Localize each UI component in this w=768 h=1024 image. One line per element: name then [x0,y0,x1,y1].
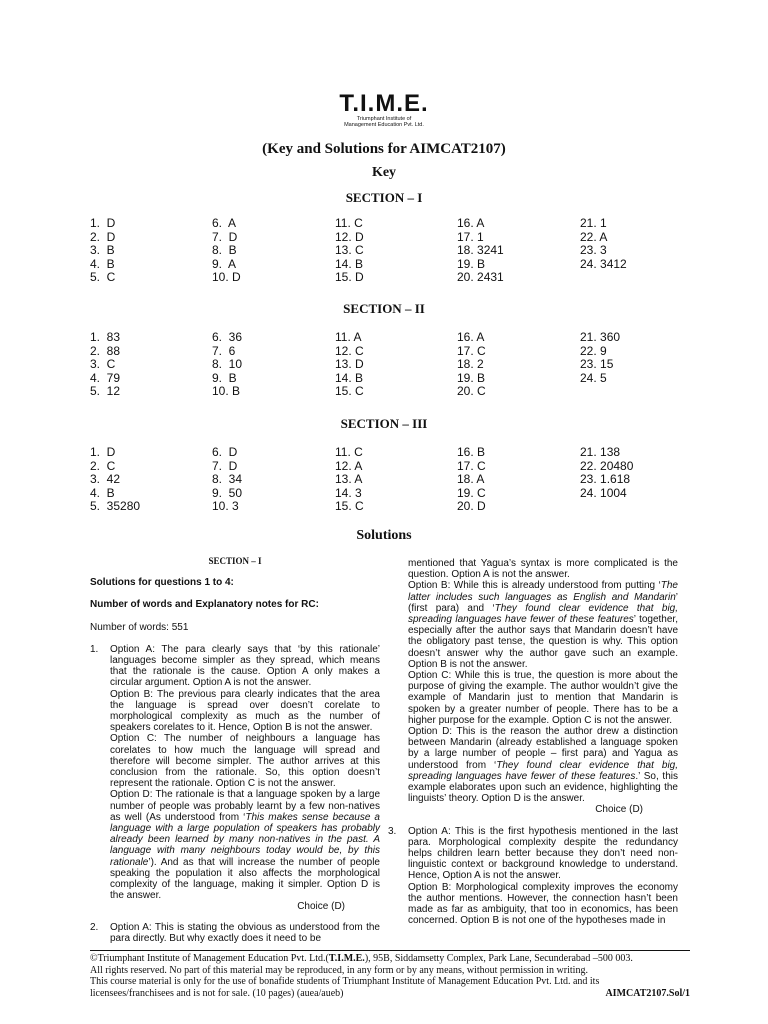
key-answer: 13. D [335,357,364,371]
key-answer: 23. 3 [580,243,607,257]
key-answer: 22. A [580,229,608,244]
q3-option-b: Option B: Morphological complexity improves the economy the author mentions. However, the connection hasn’t been made as far as ambiguity, that too in economics, has been concerned. Option B is not one of the hypotheses made in [408,881,678,927]
left-column [90,556,380,944]
question-number: 2. [90,921,99,933]
page-footer [90,950,690,999]
key-answer: 24. 3412 [580,256,627,271]
footer-rights: All rights reserved. No part of this material may be reproduced, in any form or by any means, without permission in writing. [90,964,588,976]
key-answer: 7. D [212,458,238,473]
solutions-q1-4-title: Solutions for questions 1 to 4: [90,577,234,589]
key-answer: 6. A [212,216,237,230]
key-answer: 5. 12 [90,384,121,398]
q1-choice: Choice (D) [297,901,345,913]
q2-option-c: Option C: While this is true, the question is more about the purpose of giving the example. The author wouldn’t give the example of Mandarin just to mention that Mandarin is spoken by a greater number of people. There has to be a higher purpose for the example. Option C is not the answer. [408,670,678,726]
key-answer: 18. 3241 [457,243,504,257]
key-answer: 16. B [457,445,486,459]
key-answer: 8. 10 [212,357,243,371]
footer-rule [90,950,690,951]
key-answer: 8. B [212,243,237,257]
key-answer: 3. B [90,243,115,257]
key-answer: 2. 88 [90,343,121,358]
key-answer: 15. D [335,270,364,284]
q2-option-a: Option A: This is stating the obvious as understood from the para directly. But why exactly does it need to be [110,921,380,944]
key-answer: 15. C [335,384,364,398]
key-heading: Key [371,165,397,180]
key-answer: 7. 6 [212,343,236,358]
q3-option-a: Option A: This is the first hypothesis mentioned in the last para. Morphological complexity despite the redundancy helps children learn better because they don’t need non-linguistic context or background knowledge to understand. Hence, Option A is not the answer. [408,825,678,882]
footer-licensees: licensees/franchisees and is not for sale. (10 pages) (auea/aueb) [90,987,344,999]
key-answer: 4. 79 [90,370,121,385]
key-answer: 2. D [90,229,116,244]
section-3-heading: SECTION – III [340,416,428,431]
key-answer: 17. C [457,343,486,358]
question-number: 1. [90,643,99,655]
section-2-key-grid [90,331,690,401]
key-answer: 20. D [457,499,486,513]
q1-option-d: Option D: The rationale is that a language spoken by a large number of people was probably learnt by a few non-natives as well (As understood from ‘This makes sense because a language with a large population of speakers has probably already been learned by many non-natives in the past. A language with many neighbours today would be, by this rationale’). And as that will increase the number of people speaking the population it also affects the morphological complexity of the language, making it simpler. Option D is the answer. [110,789,380,902]
logo-subtitle-1: Triumphant Institute of [356,116,412,122]
key-answer: 14. B [335,256,364,271]
key-answer: 10. B [212,384,241,398]
footer-licensees-line [90,988,690,1000]
key-answer: 12. A [335,458,363,473]
key-answer: 20. 2431 [457,270,504,284]
rc-notes-title: Number of words and Explanatory notes for RC: [90,599,319,611]
key-answer: 9. 50 [212,485,243,500]
q1-option-c: Option C: The number of neighbours a language has corelates to how much the language will spread and therefore will become simpler. The author arrives at this conclusion from the rationale. So, this option doesn’t represent the rationale. Option C is not the answer. [110,733,380,790]
key-answer: 10. 3 [212,499,239,513]
q2-choice: Choice (D) [595,804,643,816]
key-answer: 6. D [212,445,238,459]
key-answer: 20. C [457,384,486,398]
question-3-solution [388,826,678,927]
key-answer: 4. B [90,485,115,500]
key-answer: 22. 9 [580,343,607,358]
key-answer: 12. C [335,343,364,358]
logo-mark: T.I.M.E. [339,90,429,117]
key-answer: 9. B [212,370,237,385]
question-2-solution [90,922,380,944]
word-count: Number of words: 551 [90,621,189,633]
key-answer: 18. A [457,472,485,486]
solutions-heading: Solutions [356,528,412,543]
footer-usage: This course material is only for the use of bonafide students of Triumphant Institute of Management Education Pvt. Ltd. and its [90,976,600,988]
question-number: 3. [388,825,397,837]
key-answer: 24. 5 [580,370,607,385]
q1-option-b: Option B: The previous para clearly indicates that the area the language is spread over doesn’t corelate to morphological complexity as much as the number of speakers corelates to it. Hence, Option B is not the answer. [110,688,380,734]
key-answer: 22. 20480 [580,458,634,473]
key-answer: 6. 36 [212,330,243,344]
key-answer: 14. B [335,370,364,385]
q1-option-a: Option A: The para clearly says that ‘by this rationale’ languages become simpler as they spread, which means that the rationale is the cause. Option A only makes a circular argument. Option A is not the answer. [110,643,380,689]
key-answer: 21. 138 [580,445,621,459]
key-answer: 21. 1 [580,216,607,230]
key-answer: 19. B [457,370,486,385]
left-section-heading: SECTION – I [208,556,262,566]
key-answer: 14. 3 [335,485,362,500]
right-column [388,558,678,927]
section-3-key-grid [90,446,690,516]
key-answer: 12. D [335,229,364,244]
key-answer: 23. 15 [580,357,614,371]
key-answer: 3. C [90,357,116,371]
key-answer: 21. 360 [580,330,621,344]
key-answer: 8. 34 [212,472,243,486]
key-answer: 15. C [335,499,364,513]
key-answer: 24. 1004 [580,485,627,500]
key-answer: 11. C [335,445,363,459]
time-logo [0,92,768,128]
key-answer: 10. D [212,270,241,284]
question-2-continued [388,558,678,816]
key-answer: 23. 1.618 [580,472,631,486]
question-1-solution [90,644,380,913]
key-answer: 16. A [457,216,485,230]
logo-subtitle-2: Management Education Pvt. Ltd. [344,122,424,128]
key-answer: 5. 35280 [90,499,141,513]
key-answer: 5. C [90,270,116,284]
key-answer: 9. A [212,256,237,271]
key-answer: 1. D [90,445,116,459]
q2-option-d: Option D: This is the reason the author drew a distinction between Mandarin (already established a language spoken by a large number of people – first para) and Yagua as understood from ‘They found clear evidence that big, spreading languages have fewer of these features.’ So, this example elaborates upon such an evidence, highlighting the linguists’ theory. Option D is the answer. [408,726,679,805]
key-answer: 19. C [457,485,486,500]
q2-option-a-continued: mentioned that Yagua’s syntax is more complicated is the question. Option A is not the answer. [408,558,678,581]
document-title: (Key and Solutions for AIMCAT2107) [262,141,506,157]
key-answer: 11. A [335,330,362,344]
key-answer: 1. 83 [90,330,121,344]
footer-copyright: ©Triumphant Institute of Management Education Pvt. Ltd.(T.I.M.E.), 95B, Siddamsetty Complex, Park Lane, Secunderabad –500 003. [90,953,633,964]
key-answer: 19. B [457,256,486,271]
section-2-heading: SECTION – II [343,301,425,316]
section-1-heading: SECTION – I [345,190,423,205]
key-answer: 7. D [212,229,238,244]
key-answer: 13. A [335,472,363,486]
key-answer: 11. C [335,216,363,230]
key-answer: 18. 2 [457,357,484,371]
key-answer: 17. C [457,458,486,473]
section-1-key-grid [90,217,690,287]
key-answer: 2. C [90,458,116,473]
key-answer: 1. D [90,216,116,230]
key-answer: 17. 1 [457,229,484,244]
q2-option-b: Option B: While this is already understood from putting ‘The latter includes such languages as English and Mandarin’ (first para) and ‘They found clear evidence that big, spreading languages have fewer of these features’ together, especially after the author says that Mandarin doesn’t have the obligatory past tense, the question is why. This option doesn’t answer why the author gave such an example. Option B is not the answer. [408,580,679,670]
page-code: AIMCAT2107.Sol/1 [605,987,690,999]
key-answer: 16. A [457,330,485,344]
key-answer: 13. C [335,243,364,257]
key-answer: 4. B [90,256,115,271]
key-answer: 3. 42 [90,472,121,486]
